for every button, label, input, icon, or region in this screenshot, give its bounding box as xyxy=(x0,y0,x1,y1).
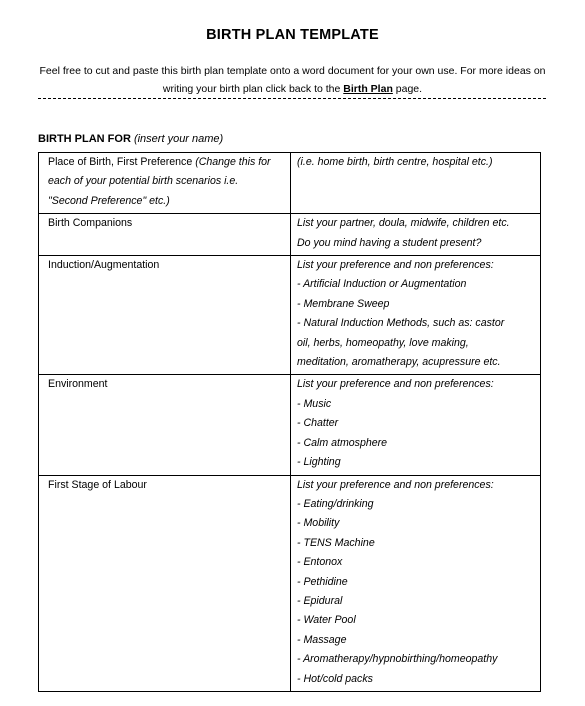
cell-line: - Membrane Sweep xyxy=(297,297,390,310)
cell-line: each of your potential birth scenarios i.e. xyxy=(48,175,239,188)
intro-line-1: Feel free to cut and paste this birth plan template onto a word document for your own use. For more ideas on xyxy=(39,65,546,77)
cell-line: - Natural Induction Methods, such as: castor xyxy=(297,317,505,330)
intro-line-2-prefix: writing your birth plan click back to the xyxy=(162,83,344,95)
row-detail-cell xyxy=(291,153,541,214)
table-row xyxy=(39,475,541,691)
cell-line: List your preference and non preferences: xyxy=(297,378,494,391)
plan-for-heading xyxy=(38,133,223,145)
cell-line: - Pethidine xyxy=(297,575,348,588)
table-row xyxy=(39,256,541,375)
row-label-cell xyxy=(39,375,291,475)
cell-line: - Artificial Induction or Augmentation xyxy=(297,278,467,291)
intro-line-2-suffix: page. xyxy=(392,83,423,95)
cell-line: - Massage xyxy=(297,633,347,646)
row-label-cell xyxy=(39,256,291,375)
cell-line: Birth Companions xyxy=(48,217,133,230)
cell-line: oil, herbs, homeopathy, love making, xyxy=(297,336,469,349)
cell-line: First Stage of Labour xyxy=(48,478,147,491)
table-row xyxy=(39,214,541,256)
cell-line: - Aromatherapy/hypnobirthing/homeopathy xyxy=(297,653,498,666)
cell-line: (i.e. home birth, birth centre, hospital etc.) xyxy=(297,156,493,168)
cell-line: List your preference and non preferences: xyxy=(297,259,494,272)
cell-line: Do you mind having a student present? xyxy=(297,236,482,249)
birth-plan-link[interactable]: Birth Plan xyxy=(343,83,393,95)
table-row xyxy=(39,153,541,214)
row-detail-cell xyxy=(291,475,541,691)
cell-line xyxy=(48,153,284,172)
cell-line: - TENS Machine xyxy=(297,536,375,549)
cell-line: Induction/Augmentation xyxy=(48,259,160,272)
cell-line: Environment xyxy=(48,378,108,391)
cell-line: - Epidural xyxy=(297,594,343,607)
cell-line: List your preference and non preferences: xyxy=(297,478,494,491)
row-detail-cell xyxy=(291,256,541,375)
cell-line: - Mobility xyxy=(297,517,340,530)
row-label-cell xyxy=(39,214,291,256)
row-detail-cell xyxy=(291,375,541,475)
plan-for-label: BIRTH PLAN FOR xyxy=(38,133,131,145)
birth-plan-table xyxy=(38,152,541,692)
cell-line: - Eating/drinking xyxy=(297,497,374,510)
cell-line: - Calm atmosphere xyxy=(297,436,388,449)
row-label-cell xyxy=(39,475,291,691)
row-detail-cell xyxy=(291,214,541,256)
document-title: BIRTH PLAN TEMPLATE xyxy=(206,27,379,43)
cell-line: List your partner, doula, midwife, children etc. xyxy=(297,217,510,230)
plan-for-hint: (insert your name) xyxy=(133,133,224,145)
cell-text: Place of Birth, First Preference xyxy=(48,156,196,168)
cell-line: - Water Pool xyxy=(297,614,356,627)
intro-paragraph xyxy=(30,62,555,98)
cell-line: - Chatter xyxy=(297,417,339,430)
table-row xyxy=(39,375,541,475)
row-label-cell xyxy=(39,153,291,214)
cell-text-italic: (Change this for xyxy=(195,156,271,168)
cell-line: - Lighting xyxy=(297,456,341,469)
cell-line: meditation, aromatherapy, acupressure etc. xyxy=(297,356,501,369)
cell-line: - Entonox xyxy=(297,556,343,569)
dashed-divider xyxy=(38,98,546,99)
cell-line: - Hot/cold packs xyxy=(297,672,373,685)
cell-line: "Second Preference" etc.) xyxy=(48,194,170,207)
cell-line: - Music xyxy=(297,397,332,410)
